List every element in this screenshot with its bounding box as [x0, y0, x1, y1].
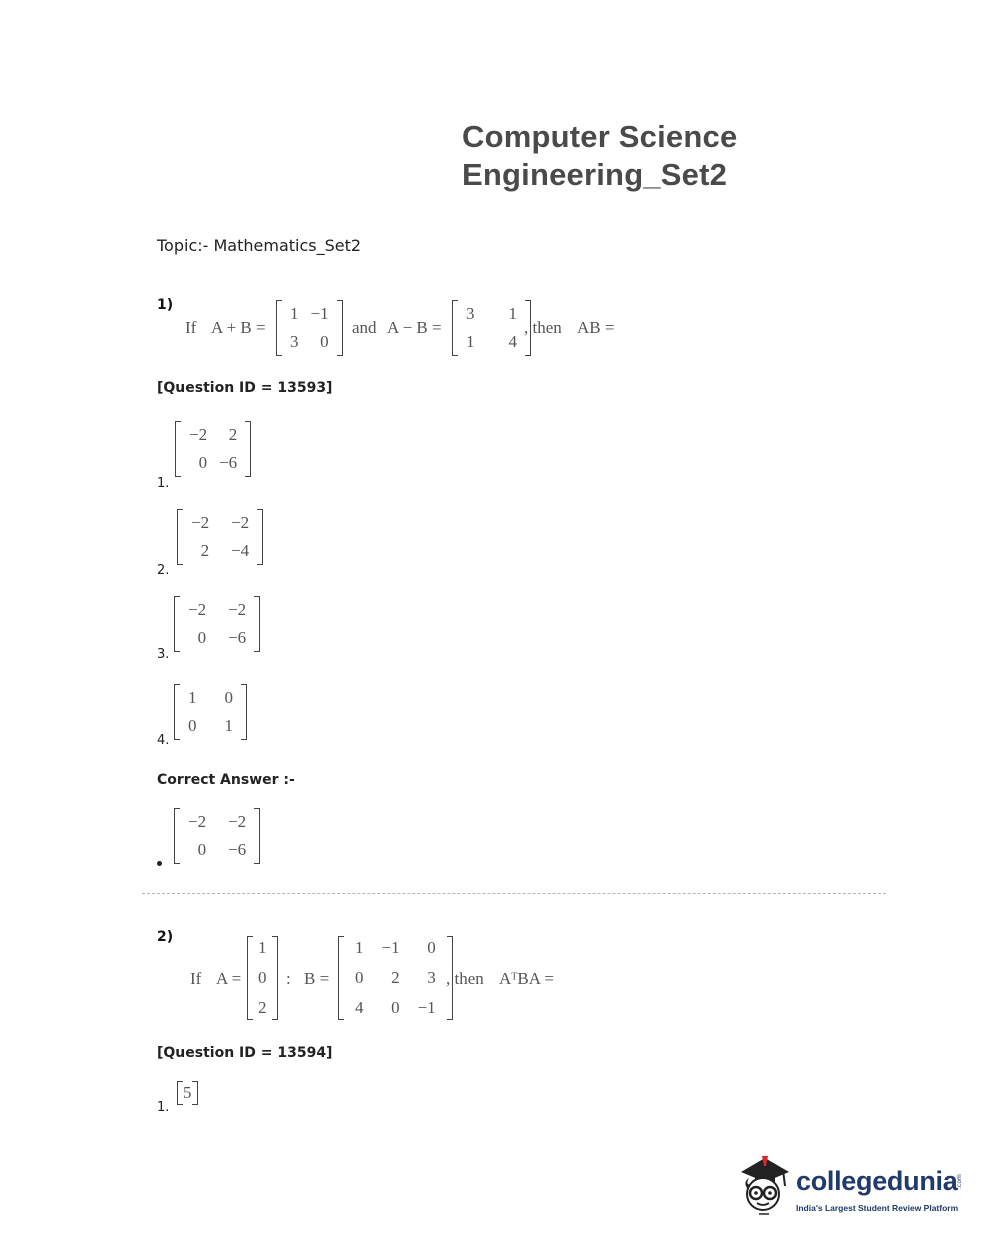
logo-tagline: India's Largest Student Review Platform: [796, 1203, 959, 1213]
matrix-cell: 2: [200, 541, 210, 560]
option-4-matrix: [174, 684, 247, 740]
question-id: [Question ID = 13594]: [157, 1045, 333, 1061]
q2-option-1-matrix: [177, 1081, 198, 1105]
matrix-cell: 3: [427, 968, 436, 987]
option-1-number: 1.: [157, 1100, 170, 1115]
q1-result: AB =: [577, 318, 615, 337]
correct-answer-label: Correct Answer :-: [157, 772, 295, 788]
q2-result: AᵀBA =: [499, 969, 554, 988]
option-2-number: 2.: [157, 563, 170, 578]
q1-matrix-sum: [276, 300, 343, 356]
matrix-cell: 0: [391, 998, 400, 1017]
matrix-cell: 1: [355, 938, 364, 957]
q2-matrix-b: [338, 936, 453, 1020]
question-divider: [142, 893, 886, 894]
matrix-cell: 0: [258, 968, 267, 987]
matrix-cell: −2: [189, 425, 208, 444]
matrix-cell: 0: [198, 453, 208, 472]
question-number: 2): [157, 929, 174, 945]
matrix-cell: 2: [258, 998, 267, 1017]
option-1-number: 1.: [157, 476, 170, 491]
matrix-cell: 1: [290, 304, 299, 323]
matrix-cell: −2: [191, 513, 210, 532]
matrix-cell: 0: [197, 628, 207, 647]
q2-a: A =: [216, 969, 242, 988]
title-line-2: Engineering_Set2: [462, 157, 728, 192]
matrix-cell: 0: [224, 688, 233, 707]
matrix-cell: 0: [355, 968, 364, 987]
question-number: 1): [157, 297, 174, 313]
matrix-cell: 2: [391, 968, 400, 987]
matrix-cell: 1: [224, 716, 233, 735]
matrix-cell: −6: [228, 840, 247, 859]
matrix-cell: 4: [355, 998, 364, 1017]
matrix-cell: 4: [508, 332, 517, 351]
matrix-cell: 2: [228, 425, 238, 444]
correct-answer-matrix: [174, 808, 260, 864]
q1-matrix-diff: [452, 300, 531, 356]
matrix-cell: −2: [228, 600, 247, 619]
title-line-1: Computer Science: [462, 119, 738, 154]
matrix-cell: −2: [188, 600, 207, 619]
matrix-cell: 1: [188, 688, 197, 707]
collegedunia-logo-text: collegedunia: [796, 1166, 958, 1196]
matrix-cell: 3: [290, 332, 299, 351]
q2-matrix-a: [247, 936, 278, 1020]
question-id: [Question ID = 13593]: [157, 380, 333, 396]
matrix-cell: 3: [466, 304, 475, 323]
matrix-cell: −6: [228, 628, 247, 647]
page-title: [462, 118, 737, 194]
q1-then: , then: [524, 318, 562, 337]
matrix-cell: 0: [427, 938, 436, 957]
option-3-number: 3.: [157, 647, 170, 662]
q1-a-minus-b: A − B =: [387, 318, 442, 337]
matrix-cell: −4: [231, 541, 250, 560]
matrix-cell: −2: [228, 812, 247, 831]
matrix-cell: −1: [381, 938, 400, 957]
matrix-cell: 0: [320, 332, 329, 351]
matrix-cell: 1: [466, 332, 475, 351]
matrix-cell: 0: [188, 716, 197, 735]
q2-if: If: [190, 969, 202, 988]
matrix-cell: −1: [310, 304, 329, 323]
matrix-cell: −2: [188, 812, 207, 831]
option-4-number: 4.: [157, 733, 170, 748]
q2-separator: :: [286, 969, 291, 988]
matrix-cell: −2: [231, 513, 250, 532]
option-1-matrix: [175, 421, 251, 477]
collegedunia-logo-icon: [735, 1152, 793, 1220]
option-2-matrix: [177, 509, 263, 565]
matrix-cell: −1: [417, 998, 436, 1017]
correct-answer-bullet: [157, 861, 162, 866]
q1-and: and: [352, 318, 377, 337]
matrix-cell: −6: [219, 453, 238, 472]
q1-a-plus-b: A + B =: [211, 318, 266, 337]
q2-b: B =: [304, 969, 330, 988]
matrix-cell: 0: [197, 840, 207, 859]
logo-domain-suffix: .com: [955, 1174, 963, 1189]
matrix-cell: 1: [508, 304, 517, 323]
q2-then: , then: [446, 969, 484, 988]
q1-if: If: [185, 318, 197, 337]
matrix-cell: 5: [183, 1083, 192, 1102]
option-3-matrix: [174, 596, 260, 652]
matrix-cell: 1: [258, 938, 267, 957]
topic-label: Topic:- Mathematics_Set2: [157, 236, 362, 255]
